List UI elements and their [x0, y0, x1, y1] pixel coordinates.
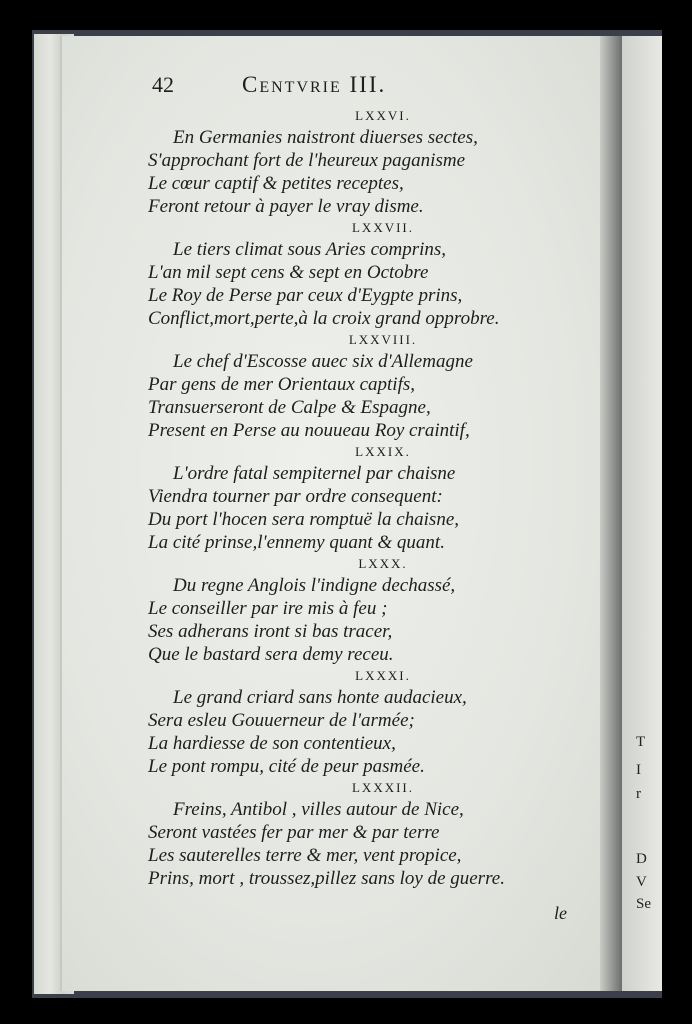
- quatrain: [148, 106, 578, 218]
- page-number: 42: [152, 72, 174, 97]
- quatrain-number: LXXVII.: [351, 220, 414, 235]
- verse-line: Du regne Anglois l'indigne dechassé,: [173, 575, 456, 596]
- quatrain-list: [148, 106, 578, 890]
- quatrain: [148, 778, 578, 890]
- quatrain: [148, 218, 578, 330]
- quatrain-number: LXXVI.: [355, 108, 411, 123]
- verse-line: L'an mil sept cens & sept en Octobre: [148, 262, 429, 283]
- verse-line: Le Roy de Perse par ceux d'Eygpte prins,: [148, 285, 463, 306]
- verse-line: Le pont rompu, cité de peur pasmée.: [148, 756, 425, 777]
- verse-line: Le conseiller par ire mis à feu ;: [148, 598, 388, 619]
- verse-line: Seront vastées fer par mer & par terre: [148, 822, 440, 843]
- facing-fragment: V: [636, 874, 647, 890]
- verse-line: La hardiesse de son contentieux,: [148, 733, 396, 754]
- quatrain-number: LXXXII.: [351, 780, 414, 795]
- quatrain-number: LXXXI.: [355, 668, 411, 683]
- page-header: [148, 72, 578, 106]
- verse-line: Que le bastard sera demy receu.: [148, 644, 394, 665]
- facing-fragment: D: [636, 851, 647, 867]
- quatrain: [148, 666, 578, 778]
- quatrain: [148, 554, 578, 666]
- verse-line: Par gens de mer Orientaux captifs,: [148, 374, 416, 395]
- running-title: Centvrie III.: [242, 72, 387, 97]
- verse-line: Sera esleu Gouuerneur de l'armée;: [148, 710, 415, 731]
- quatrain-number: LXXIX.: [355, 444, 411, 459]
- quatrain: [148, 330, 578, 442]
- verse-line: S'approchant fort de l'heureux paganisme: [148, 150, 466, 171]
- catchword: le: [554, 903, 567, 923]
- quatrain-number: LXXVIII.: [348, 332, 418, 347]
- facing-fragment: I: [636, 762, 641, 778]
- verse-line: Le chef d'Escosse auec six d'Allemagne: [173, 351, 473, 372]
- facing-fragment: T: [636, 734, 646, 750]
- verse-line: Feront retour à payer le vray disme.: [148, 196, 424, 217]
- verse-line: Prins, mort , troussez,pillez sans loy de guerre.: [148, 868, 505, 889]
- facing-fragment: r: [636, 786, 641, 802]
- verse-line: Freins, Antibol , villes autour de Nice,: [173, 799, 464, 820]
- verse-line: Conflict,mort,perte,à la croix grand opprobre.: [148, 308, 500, 329]
- verse-line: Le grand criard sans honte audacieux,: [173, 687, 467, 708]
- verse-line: Du port l'hocen sera romptuë la chaisne,: [148, 509, 460, 530]
- verse-line: Transuerseront de Calpe & Espagne,: [148, 397, 431, 418]
- verse-line: Present en Perse au nouueau Roy craintif,: [148, 420, 470, 441]
- verse-line: L'ordre fatal sempiternel par chaisne: [173, 463, 456, 484]
- quatrain: [148, 442, 578, 554]
- page-text: [148, 72, 578, 890]
- verse-line: Ses adherans iront si bas tracer,: [148, 621, 393, 642]
- verse-line: La cité prinse,l'ennemy quant & quant.: [148, 532, 445, 553]
- verse-line: Viendra tourner par ordre consequent:: [148, 486, 443, 507]
- verse-line: Le cœur captif & petites receptes,: [148, 173, 404, 194]
- verse-line: Le tiers climat sous Aries comprins,: [173, 239, 447, 260]
- verse-line: En Germanies naistront diuerses sectes,: [173, 127, 478, 148]
- verse-line: Les sauterelles terre & mer, vent propice,: [148, 845, 462, 866]
- quatrain-number: LXXX.: [358, 556, 408, 571]
- facing-fragment: Se: [636, 896, 651, 912]
- facing-page: [622, 36, 662, 991]
